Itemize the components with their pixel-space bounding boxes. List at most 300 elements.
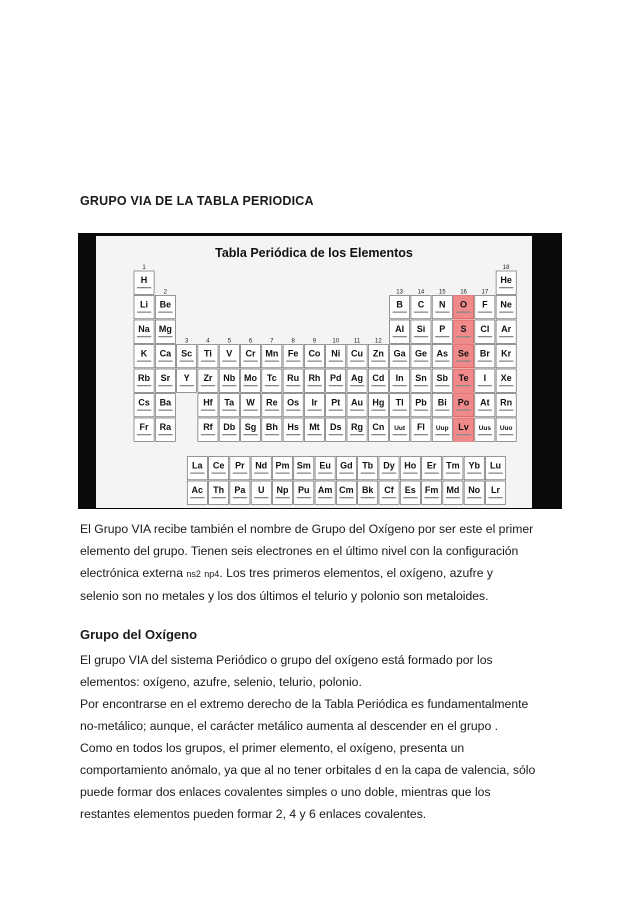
group-number: 10: [332, 338, 340, 345]
element-cell: [475, 369, 495, 392]
element-cell: [134, 394, 154, 417]
element-cell: [390, 345, 410, 368]
intro-line-config: [80, 562, 570, 585]
group-number: 14: [417, 289, 425, 296]
element-caption-line: [307, 385, 321, 386]
element-caption-line: [457, 410, 471, 411]
element-symbol: Fl: [416, 422, 425, 432]
element-cell: [155, 345, 175, 368]
element-caption-line: [286, 434, 300, 435]
element-caption-line: [318, 473, 332, 474]
element-cell: [251, 481, 271, 504]
element-caption-line: [201, 361, 215, 362]
element-caption-line: [275, 497, 289, 498]
element-caption-line: [435, 385, 449, 386]
element-caption-line: [393, 410, 407, 411]
element-caption-line: [414, 385, 428, 386]
element-symbol: Rf: [203, 422, 213, 432]
element-caption-line: [488, 497, 502, 498]
element-cell: [411, 320, 431, 343]
element-caption-line: [254, 497, 268, 498]
group-number: 5: [227, 338, 231, 345]
element-symbol: K: [140, 348, 148, 359]
element-cell: [326, 345, 346, 368]
element-symbol: F: [482, 299, 488, 310]
element-caption-line: [457, 434, 471, 435]
element-symbol: Lu: [490, 460, 501, 471]
group-number: 15: [438, 289, 446, 296]
element-cell: [400, 481, 420, 504]
element-symbol: Ca: [159, 348, 172, 359]
element-symbol: Cr: [245, 348, 256, 359]
element-cell: [336, 481, 356, 504]
element-cell: [241, 394, 261, 417]
element-cell: [464, 457, 484, 480]
element-caption-line: [414, 361, 428, 362]
element-cell: [134, 320, 154, 343]
element-caption-line: [425, 473, 439, 474]
element-symbol: Pb: [415, 397, 427, 408]
element-symbol: Sm: [296, 460, 311, 471]
element-cell: [134, 345, 154, 368]
element-symbol: Ag: [351, 373, 364, 383]
element-caption-line: [137, 287, 151, 288]
element-cell: [209, 457, 229, 480]
element-caption-line: [499, 287, 513, 288]
element-cell: [390, 418, 410, 441]
element-symbol: Cd: [372, 373, 385, 383]
element-symbol: Ac: [191, 485, 204, 495]
element-symbol: Na: [138, 324, 150, 334]
element-cell: [390, 296, 410, 319]
element-symbol: Pa: [234, 485, 246, 495]
element-symbol: P: [439, 324, 446, 334]
element-caption-line: [361, 497, 375, 498]
element-symbol: Ga: [393, 348, 406, 359]
element-symbol: Ti: [204, 348, 212, 359]
intro-line: selenio son no metales y los dos últimos el telurio y polonio son metaloides.: [80, 589, 489, 603]
element-symbol: Er: [426, 460, 437, 471]
group-number: 17: [481, 289, 489, 296]
element-cell: [443, 481, 463, 504]
element-symbol: Uus: [478, 425, 491, 432]
element-caption-line: [137, 434, 151, 435]
config-prefix: electrónica externa: [80, 566, 187, 580]
element-caption-line: [158, 312, 172, 313]
element-symbol: Pr: [235, 460, 245, 471]
element-cell: [294, 457, 314, 480]
element-symbol: Db: [223, 422, 236, 432]
element-cell: [390, 320, 410, 343]
element-cell: [496, 369, 516, 392]
element-cell: [315, 457, 335, 480]
element-caption-line: [478, 312, 492, 313]
element-symbol: Kr: [501, 348, 512, 359]
element-symbol: Re: [266, 397, 278, 408]
element-cell: [283, 369, 303, 392]
element-symbol: Fe: [287, 348, 299, 359]
element-symbol: Am: [317, 485, 333, 495]
element-caption-line: [457, 385, 471, 386]
element-symbol: Be: [159, 299, 172, 310]
element-caption-line: [158, 410, 172, 411]
element-symbol: Ru: [287, 373, 300, 383]
element-cell: [475, 418, 495, 441]
element-caption-line: [350, 410, 364, 411]
element-symbol: Ta: [224, 397, 235, 408]
element-symbol: Mt: [309, 422, 320, 432]
element-cell: [411, 296, 431, 319]
element-cell: [177, 369, 197, 392]
element-cell: [432, 394, 452, 417]
element-caption-line: [137, 361, 151, 362]
element-cell: [496, 296, 516, 319]
element-caption-line: [414, 336, 428, 337]
element-cell: [262, 394, 282, 417]
element-cell: [464, 481, 484, 504]
element-symbol: Sb: [436, 373, 449, 383]
element-cell: [454, 296, 474, 319]
element-cell: [485, 481, 505, 504]
element-caption-line: [478, 410, 492, 411]
element-caption-line: [382, 473, 396, 474]
element-caption-line: [478, 434, 492, 435]
element-cell: [454, 394, 474, 417]
element-symbol: Nb: [223, 373, 236, 383]
element-caption-line: [403, 497, 417, 498]
element-cell: [390, 369, 410, 392]
element-symbol: Os: [287, 397, 300, 408]
element-cell: [283, 394, 303, 417]
element-cell: [411, 369, 431, 392]
element-symbol: Po: [457, 397, 470, 408]
element-caption-line: [457, 312, 471, 313]
group-number: 2: [163, 289, 168, 296]
element-symbol: Yb: [468, 460, 480, 471]
element-cell: [283, 418, 303, 441]
element-symbol: Ir: [311, 397, 318, 408]
element-caption-line: [329, 410, 343, 411]
element-caption-line: [350, 361, 364, 362]
element-caption-line: [297, 497, 311, 498]
element-cell: [219, 345, 239, 368]
element-caption-line: [371, 361, 385, 362]
element-caption-line: [222, 434, 236, 435]
element-cell: [326, 418, 346, 441]
group-number: 4: [206, 338, 210, 345]
element-caption-line: [244, 361, 258, 362]
element-symbol: Tb: [362, 460, 374, 471]
element-caption-line: [158, 385, 172, 386]
element-cell: [134, 271, 154, 294]
element-cell: [198, 418, 218, 441]
element-caption-line: [435, 336, 449, 337]
element-caption-line: [137, 312, 151, 313]
element-cell: [347, 369, 367, 392]
table-title: Tabla Periódica de los Elementos: [215, 246, 413, 260]
element-cell: [187, 457, 207, 480]
element-cell: [422, 481, 442, 504]
element-cell: [368, 418, 388, 441]
element-symbol: Ne: [500, 299, 512, 310]
element-cell: [219, 394, 239, 417]
element-cell: [454, 369, 474, 392]
element-symbol: Gd: [340, 460, 353, 471]
group-number: 1: [142, 265, 146, 271]
element-cell: [326, 369, 346, 392]
element-symbol: Pt: [331, 397, 341, 408]
element-cell: [432, 418, 452, 441]
element-cell: [411, 394, 431, 417]
element-symbol: I: [483, 373, 487, 383]
element-cell: [241, 369, 261, 392]
intro-line: El Grupo VIA recibe también el nombre de Grupo del Oxígeno por ser este el primer: [80, 522, 534, 536]
intro-paragraph: [80, 518, 570, 607]
element-cell: [187, 481, 207, 504]
element-caption-line: [361, 473, 375, 474]
element-symbol: Ge: [414, 348, 427, 359]
element-caption-line: [307, 361, 321, 362]
element-symbol: Es: [404, 485, 416, 495]
periodic-table-image: [78, 233, 562, 509]
element-caption-line: [478, 336, 492, 337]
element-caption-line: [233, 497, 247, 498]
element-cell: [155, 394, 175, 417]
element-caption-line: [286, 385, 300, 386]
element-symbol: Ra: [159, 422, 172, 432]
element-symbol: Ds: [329, 422, 342, 432]
element-symbol: V: [226, 348, 233, 359]
element-cell: [262, 418, 282, 441]
element-cell: [251, 457, 271, 480]
element-symbol: U: [257, 485, 265, 495]
element-caption-line: [499, 434, 513, 435]
element-caption-line: [414, 434, 428, 435]
element-symbol: O: [460, 299, 468, 310]
element-cell: [400, 457, 420, 480]
element-caption-line: [244, 385, 258, 386]
body-line: no-metálico; aunque, el carácter metálico aumenta al descender en el grupo .: [80, 719, 499, 733]
element-caption-line: [382, 497, 396, 498]
element-symbol: Pu: [298, 485, 310, 495]
element-cell: [432, 369, 452, 392]
element-cell: [379, 481, 399, 504]
element-symbol: Cf: [384, 485, 394, 495]
element-cell: [155, 320, 175, 343]
element-caption-line: [371, 410, 385, 411]
element-caption-line: [137, 336, 151, 337]
element-caption-line: [244, 434, 258, 435]
element-caption-line: [435, 434, 449, 435]
element-symbol: C: [417, 299, 425, 310]
element-symbol: Bi: [437, 397, 447, 408]
element-caption-line: [435, 361, 449, 362]
element-cell: [272, 457, 292, 480]
element-symbol: Ce: [212, 460, 225, 471]
element-cell: [304, 394, 324, 417]
element-symbol: Te: [458, 373, 469, 383]
element-caption-line: [212, 497, 226, 498]
element-caption-line: [329, 385, 343, 386]
element-caption-line: [393, 361, 407, 362]
element-symbol: Cm: [339, 485, 354, 495]
element-cell: [155, 418, 175, 441]
element-caption-line: [190, 497, 204, 498]
element-caption-line: [286, 361, 300, 362]
element-symbol: Nd: [255, 460, 268, 471]
element-cell: [454, 320, 474, 343]
element-caption-line: [393, 336, 407, 337]
element-cell: [347, 345, 367, 368]
element-symbol: Fm: [424, 485, 439, 495]
element-cell: [209, 481, 229, 504]
element-symbol: Dy: [383, 460, 395, 471]
element-symbol: As: [436, 348, 449, 359]
element-symbol: Hf: [203, 397, 213, 408]
element-caption-line: [233, 473, 247, 474]
periodic-table-graphic: [78, 233, 562, 509]
element-caption-line: [499, 361, 513, 362]
element-symbol: Cl: [480, 324, 490, 334]
element-caption-line: [435, 410, 449, 411]
element-symbol: Ar: [501, 324, 512, 334]
element-symbol: Al: [395, 324, 405, 334]
config-suffix: . Los tres primeros elementos, el oxígeno, azufre y: [219, 566, 493, 580]
element-symbol: Zr: [203, 373, 213, 383]
element-caption-line: [212, 473, 226, 474]
element-caption-line: [158, 361, 172, 362]
element-caption-line: [286, 410, 300, 411]
group-number: 18: [502, 265, 510, 271]
element-caption-line: [190, 473, 204, 474]
element-cell: [379, 457, 399, 480]
element-caption-line: [414, 312, 428, 313]
element-symbol: Br: [479, 348, 490, 359]
element-caption-line: [371, 385, 385, 386]
element-cell: [496, 418, 516, 441]
element-cell: [475, 296, 495, 319]
element-symbol: Eu: [319, 460, 331, 471]
element-caption-line: [180, 361, 194, 362]
element-cell: [336, 457, 356, 480]
element-cell: [262, 345, 282, 368]
element-symbol: At: [480, 397, 490, 408]
document-heading: GRUPO VIA DE LA TABLA PERIODICA: [80, 194, 314, 208]
element-cell: [347, 418, 367, 441]
element-caption-line: [499, 410, 513, 411]
element-cell: [368, 369, 388, 392]
body-line: Como en todos los grupos, el primer elemento, el oxígeno, presenta un: [80, 741, 465, 755]
element-cell: [443, 457, 463, 480]
element-cell: [283, 345, 303, 368]
element-symbol: Pm: [275, 460, 290, 471]
group-number: 12: [375, 338, 382, 345]
body-line: comportamiento anómalo, ya que al no tener orbitales d en la capa de valencia, sólo: [80, 763, 536, 777]
element-symbol: Mg: [158, 324, 172, 334]
element-symbol: No: [468, 485, 481, 495]
body-line: restantes elementos pueden formar 2, 4 y 6 enlaces covalentes.: [80, 807, 427, 821]
element-symbol: Sc: [181, 348, 193, 359]
element-cell: [496, 345, 516, 368]
element-caption-line: [201, 410, 215, 411]
element-symbol: Cs: [138, 397, 150, 408]
element-symbol: Th: [213, 485, 225, 495]
group-number: 11: [353, 338, 361, 345]
element-cell: [358, 457, 378, 480]
element-cell: [496, 271, 516, 294]
element-symbol: Uuo: [499, 425, 513, 432]
element-symbol: W: [246, 397, 255, 408]
element-caption-line: [457, 361, 471, 362]
element-caption-line: [435, 312, 449, 313]
element-caption-line: [158, 434, 172, 435]
element-symbol: Zn: [372, 348, 384, 359]
element-caption-line: [318, 497, 332, 498]
body-line: puede formar dos enlaces covalentes simples o uno doble, mientras que los: [80, 785, 491, 799]
element-cell: [485, 457, 505, 480]
element-cell: [177, 345, 197, 368]
group-number: 9: [312, 338, 317, 345]
element-cell: [368, 345, 388, 368]
element-cell: [358, 481, 378, 504]
element-caption-line: [201, 434, 215, 435]
element-caption-line: [499, 312, 513, 313]
element-cell: [475, 394, 495, 417]
element-symbol: Y: [183, 373, 190, 383]
element-cell: [315, 481, 335, 504]
body-line: El grupo VIA del sistema Periódico o grupo del oxígeno está formado por los: [80, 653, 493, 667]
element-cell: [304, 418, 324, 441]
element-caption-line: [371, 434, 385, 435]
element-symbol: Li: [140, 299, 149, 310]
element-cell: [155, 296, 175, 319]
element-symbol: Sr: [160, 373, 171, 383]
element-symbol: La: [192, 460, 203, 471]
element-cell: [326, 394, 346, 417]
group-number: 8: [291, 338, 295, 345]
element-caption-line: [478, 385, 492, 386]
element-caption-line: [265, 410, 279, 411]
element-cell: [475, 320, 495, 343]
element-cell: [230, 457, 250, 480]
element-cell: [304, 369, 324, 392]
element-cell: [155, 369, 175, 392]
element-caption-line: [297, 473, 311, 474]
element-caption-line: [446, 473, 460, 474]
element-caption-line: [414, 410, 428, 411]
element-caption-line: [275, 473, 289, 474]
element-caption-line: [158, 336, 172, 337]
element-symbol: Pd: [329, 373, 342, 383]
element-cell: [432, 345, 452, 368]
element-cell: [390, 394, 410, 417]
element-symbol: Co: [308, 348, 321, 359]
element-symbol: Si: [416, 324, 426, 334]
element-caption-line: [222, 361, 236, 362]
element-caption-line: [201, 385, 215, 386]
element-symbol: In: [395, 373, 404, 383]
element-symbol: Xe: [500, 373, 512, 383]
element-caption-line: [425, 497, 439, 498]
element-symbol: Au: [351, 397, 364, 408]
element-symbol: Bk: [361, 485, 374, 495]
body-paragraph: [80, 649, 570, 825]
element-cell: [134, 418, 154, 441]
element-cell: [219, 369, 239, 392]
element-symbol: Md: [446, 485, 460, 495]
element-symbol: Hg: [372, 397, 385, 408]
element-symbol: Bh: [265, 422, 278, 432]
